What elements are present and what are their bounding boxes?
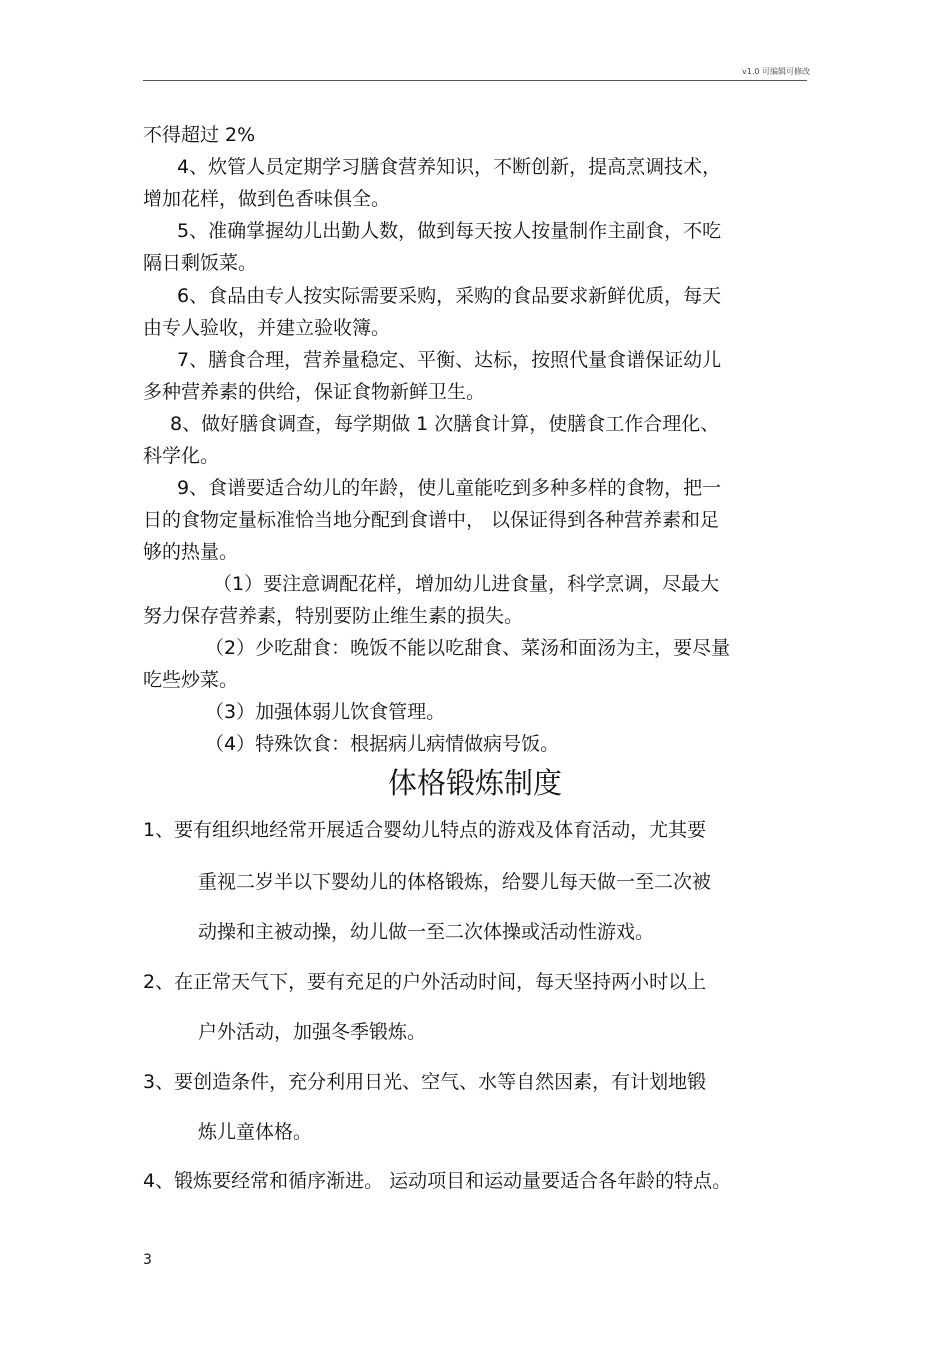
- paragraph-line: 努力保存营养素，特别要防止维生素的损失。: [143, 605, 524, 627]
- paragraph-line: （3）加强体弱儿饮食管理。: [205, 701, 446, 723]
- section-line: 4、锻炼要经常和循序渐进。 运动项目和运动量要适合各年龄的特点。: [143, 1170, 732, 1192]
- header-rule: [143, 80, 807, 81]
- paragraph-line: 科学化。: [143, 445, 220, 467]
- version-note: v1.0 可编辑可修改: [742, 67, 810, 76]
- paragraph-line: 够的热量。: [143, 541, 239, 563]
- page-number: 3: [143, 1252, 152, 1268]
- paragraph-line: 6、食品由专人按实际需要采购，采购的食品要求新鲜优质，每天: [177, 285, 722, 307]
- paragraph-line: 日的食物定量标准恰当地分配到食谱中， 以保证得到各种营养素和足: [143, 509, 720, 531]
- paragraph-line: 不得超过 2%: [143, 124, 256, 146]
- section-line: 3、要创造条件，充分利用日光、空气、水等自然因素，有计划地锻: [143, 1071, 707, 1093]
- paragraph-line: 8、做好膳食调查，每学期做 1 次膳食计算，使膳食工作合理化、: [170, 413, 720, 435]
- section-line: 1、要有组织地经常开展适合婴幼儿特点的游戏及体育活动，尤其要: [143, 819, 707, 841]
- section-line: 炼儿童体格。: [198, 1121, 313, 1143]
- paragraph-line: 7、膳食合理，营养量稳定、平衡、达标，按照代量食谱保证幼儿: [177, 349, 722, 371]
- paragraph-line: 4、炊管人员定期学习膳食营养知识，不断创新，提高烹调技术，: [177, 156, 722, 178]
- paragraph-line: （2）少吃甜食：晚饭不能以吃甜食、菜汤和面汤为主，要尽量: [205, 637, 731, 659]
- paragraph-line: 多种营养素的供给，保证食物新鲜卫生。: [143, 381, 486, 403]
- section-line: 2、在正常天气下，要有充足的户外活动时间，每天坚持两小时以上: [143, 971, 707, 993]
- paragraph-line: （1）要注意调配花样，增加幼儿进食量，科学烹调，尽最大: [213, 573, 720, 595]
- paragraph-line: 9、食谱要适合幼儿的年龄，使儿童能吃到多种多样的食物，把一: [177, 477, 722, 499]
- section-line: 动操和主被动操，幼儿做一至二次体操或活动性游戏。: [198, 921, 655, 943]
- paragraph-line: 吃些炒菜。: [143, 669, 239, 691]
- paragraph-line: （4）特殊饮食：根据病儿病情做病号饭。: [205, 733, 560, 755]
- section-line: 户外活动，加强冬季锻炼。: [198, 1021, 427, 1043]
- paragraph-line: 5、准确掌握幼儿出勤人数，做到每天按人按量制作主副食，不吃: [177, 220, 722, 242]
- section-title: 体格锻炼制度: [387, 766, 562, 800]
- paragraph-line: 隔日剩饭菜。: [143, 252, 258, 274]
- paragraph-line: 增加花样，做到色香味俱全。: [143, 188, 391, 210]
- paragraph-line: 由专人验收，并建立验收簿。: [143, 317, 391, 339]
- section-line: 重视二岁半以下婴幼儿的体格锻炼，给婴儿每天做一至二次被: [198, 871, 712, 893]
